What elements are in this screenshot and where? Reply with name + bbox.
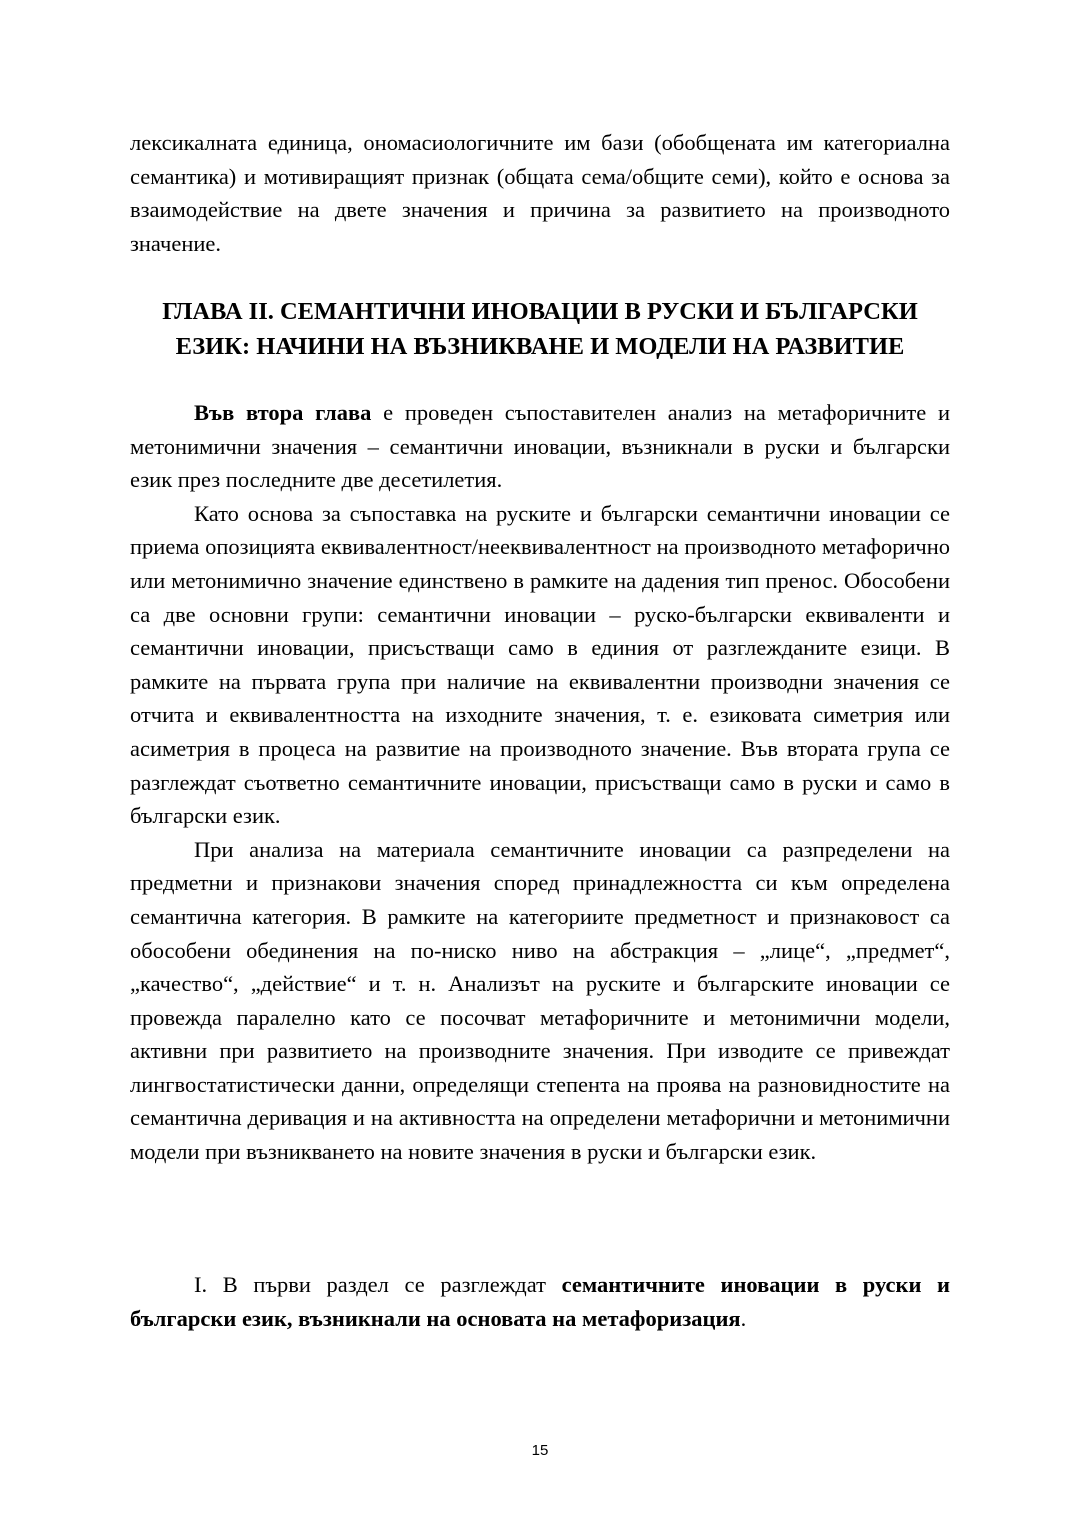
chapter-title	[130, 294, 950, 364]
section-1-emphasis: семантичните иновации в руски и български език, възникнали на основата на метафоризация	[130, 1272, 951, 1331]
section-1-intro	[130, 1268, 950, 1335]
paragraph-2: Като основа за съпоставка на руските и български семантични иновации се приема опозицията еквивалентност/нееквивалентност на производното метафорично или метонимично значение единствено в рамките на дадения тип пренос. Обособени са две основни групи: семантични иновации – руско-български еквиваленти и семантични иновации, присъстващи само в единия от разглежданите езици. В рамките на първата група при наличие на еквивалентни производни значения се отчита и еквивалентността на изходните значения, т. е. езиковата симетрия или асиметрия в процеса на развитие на производното значение. Във втората група се разглеждат съответно семантичните иновации, присъстващи само в руски и само в български език.	[130, 500, 950, 829]
section-1-tail: .	[740, 1305, 747, 1331]
paragraph-1	[130, 396, 950, 497]
paragraph-1-lead: Във втора глава	[194, 400, 372, 425]
section-1-lead: I. В първи раздел се разглеждат	[194, 1272, 562, 1297]
chapter-title-line-2: ЕЗИК: НАЧИНИ НА ВЪЗНИКВАНЕ И МОДЕЛИ НА РАЗВИТИЕ	[175, 333, 905, 360]
paragraph-1-text: е проведен съпоставителен анализ на метафоричните и метонимични значения – семантични иновации, възникнали в руски и български език през последните две десетилетия.	[130, 400, 950, 493]
section-1-paragraph	[130, 1268, 950, 1335]
intro-paragraph: лексикалната единица, ономасиологичните им бази (обобщената им категориална семантика) и мотивиращият признак (общата сема/общите семи), който е основа за взаимодействие на двете значения и причина за развитието на производното значение.	[130, 130, 950, 256]
chapter-title-line-1: ГЛАВА II. СЕМАНТИЧНИ ИНОВАЦИИ В РУСКИ И БЪЛГАРСКИ	[162, 298, 918, 325]
paragraph-3: При анализа на материала семантичните иновации са разпределени на предметни и признакови значения според принадлежността си към определена семантична категория. В рамките на категориите предметност и признаковост са обособени обединения на по-ниско ниво на абстракция – „лице“, „предмет“, „качество“, „действие“ и т. н. Анализът на руските и българските иновации се провежда паралелно като се посочват метафоричните и метонимични модели, активни при развитието на производните значения. При изводите се привеждат лингвостатистически данни, определящи степента на проява на разновидностите на семантична деривация и на активността на определени метафорични и метонимични модели при възникването на новите значения в руски и български език.	[130, 836, 950, 1165]
page-number: 15	[531, 1442, 549, 1459]
chapter-body	[130, 396, 950, 1169]
